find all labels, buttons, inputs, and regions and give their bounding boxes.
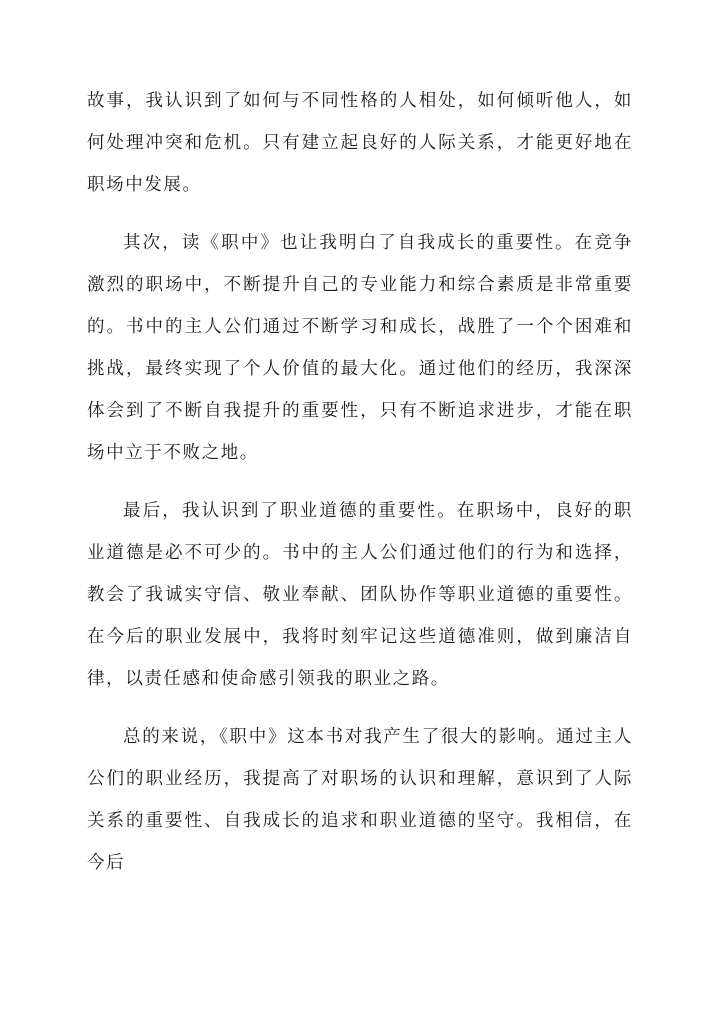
paragraph-self-growth: 其次，读《职中》也让我明白了自我成长的重要性。在竞争激烈的职场中，不断提升自己的专业能力和综合素质是非常重要的。书中的主人公们通过不断学习和成长，战胜了一个个困难和挑战，最终实现了个人价值的最大化。通过他们的经历，我深深体会到了不断自我提升的重要性，只有不断追求进步，才能在职场中立于不败之地。	[87, 233, 633, 463]
paragraph-continuation: 故事，我认识到了如何与不同性格的人相处，如何倾听他人，如何处理冲突和危机。只有建立起良好的人际关系，才能更好地在职场中发展。	[87, 91, 633, 195]
paragraph-professional-ethics: 最后，我认识到了职业道德的重要性。在职场中，良好的职业道德是必不可少的。书中的主人公们通过他们的行为和选择，教会了我诚实守信、敬业奉献、团队协作等职业道德的重要性。在今后的职业发展中，我将时刻牢记这些道德准则，做到廉洁自律，以责任感和使命感引领我的职业之路。	[87, 501, 633, 689]
paragraph-summary: 总的来说，《职中》这本书对我产生了很大的影响。通过主人公们的职业经历，我提高了对职场的认识和理解，意识到了人际关系的重要性、自我成长的追求和职业道德的坚守。我相信，在今后	[87, 727, 633, 873]
document-body	[87, 80, 633, 900]
